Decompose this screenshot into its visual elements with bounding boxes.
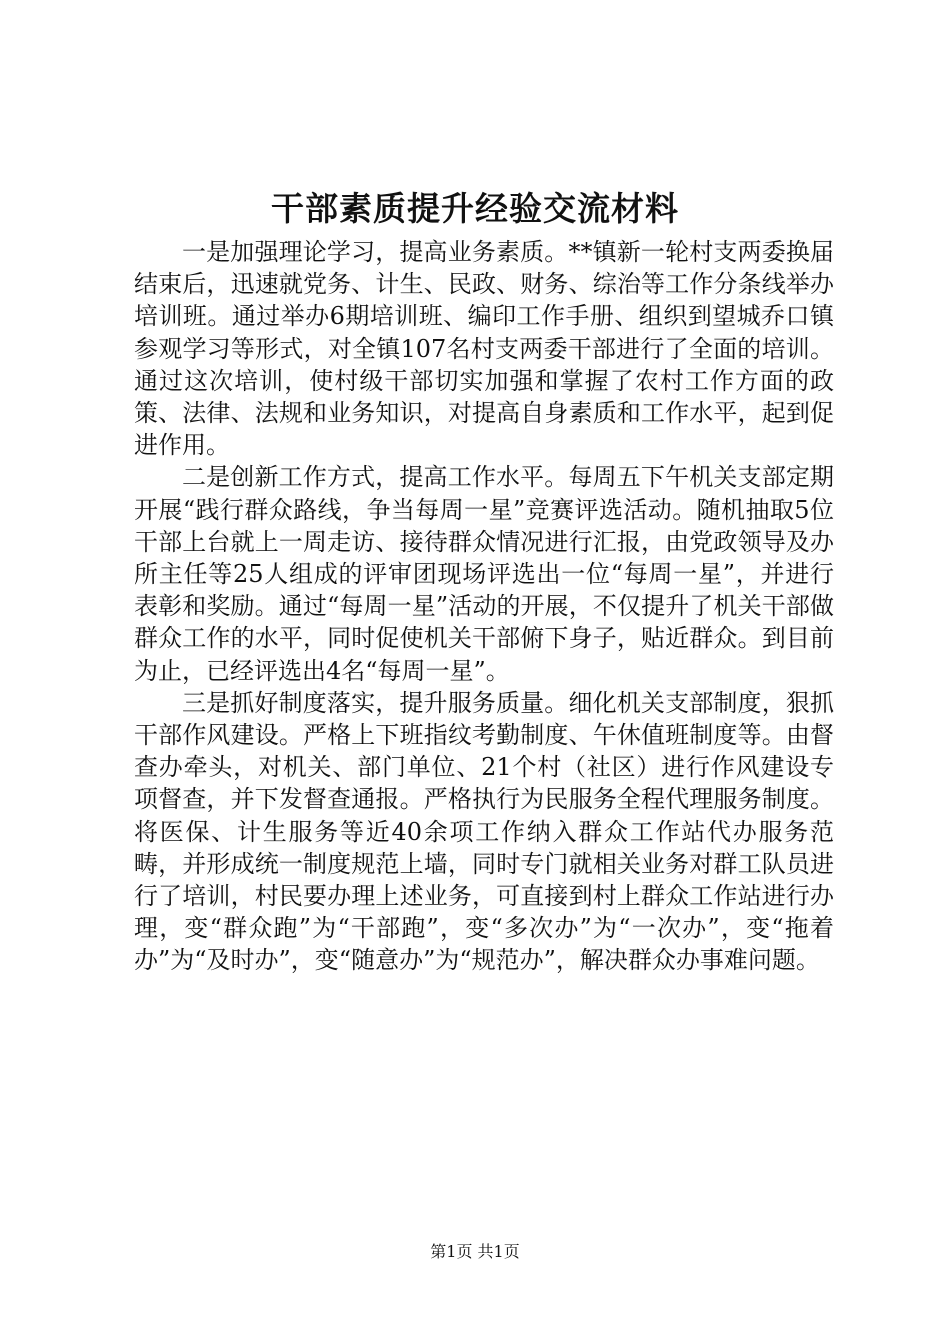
paragraph-1: 一是加强理论学习，提高业务素质。**镇新一轮村支两委换届结束后，迅速就党务、计生、民政、财务、综治等工作分条线举办培训班。通过举办6期培训班、编印工作手册、组织到望城乔口镇参观学习等形式，对全镇107名村支两委干部进行了全面的培训。通过这次培训，使村级干部切实加强和掌握了农村工作方面的政策、法律、法规和业务知识，对提高自身素质和工作水平，起到促进作用。	[134, 238, 834, 460]
document-body	[134, 236, 834, 977]
document-title: 干部素质提升经验交流材料	[271, 189, 679, 228]
paragraph-2: 二是创新工作方式，提高工作水平。每周五下午机关支部定期开展“践行群众路线，争当每周一星”竞赛评选活动。随机抽取5位干部上台就上一周走访、接待群众情况进行汇报，由党政领导及办所主任等25人组成的评审团现场评选出一位“每周一星”，并进行表彰和奖励。通过“每周一星”活动的开展，不仅提升了机关干部做群众工作的水平，同时促使机关干部俯下身子，贴近群众。到目前为止，已经评选出4名“每周一星”。	[134, 463, 834, 685]
paragraph-3: 三是抓好制度落实，提升服务质量。细化机关支部制度，狠抓干部作风建设。严格上下班指纹考勤制度、午休值班制度等。由督查办牵头，对机关、部门单位、21个村（社区）进行作风建设专项督查，并下发督查通报。严格执行为民服务全程代理服务制度。将医保、计生服务等近40余项工作纳入群众工作站代办服务范畴，并形成统一制度规范上墙，同时专门就相关业务对群工队员进行了培训，村民要办理上述业务，可直接到村上群众工作站进行办理，变“群众跑”为“干部跑”，变“多次办”为“一次办”，变“拖着办”为“及时办”，变“随意办”为“规范办”，解决群众办事难问题。	[134, 688, 834, 975]
page-number-footer: 第1页 共1页	[430, 1242, 520, 1261]
